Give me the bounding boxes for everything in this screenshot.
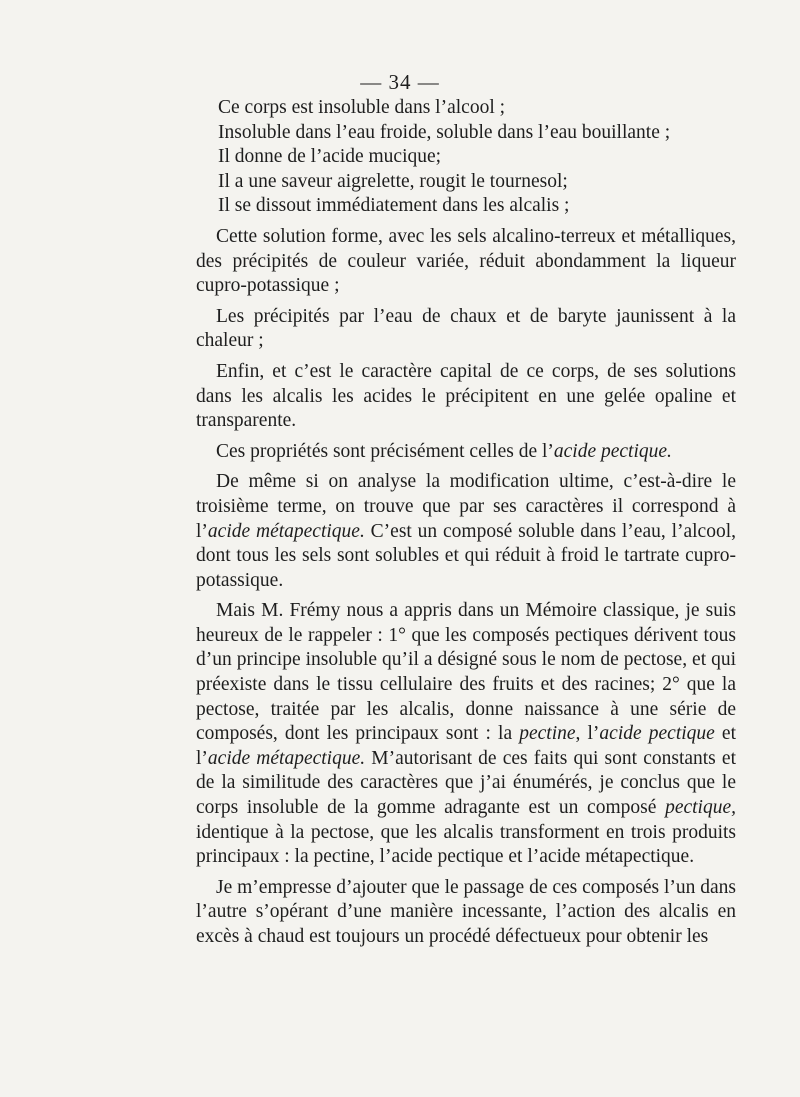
paragraph: Cette solution forme, avec les sels alcalino-terreux et métalliques, des précipités de couleur variée, réduit abondamment la liqueur cupro-potassique ; — [196, 225, 736, 297]
text-run: Mais M. Frémy nous a appris dans un Mémoire classique, je suis heureux de le rappeler : 1° que les composés pectiques dérivent tous d’un principe insoluble qu’il a désigné sous le nom de pectose, et qui préexiste dans le tissu cellulaire des fruits et des racines; 2° que la pectose, traitée par les alcalis, donne naissance à une série de composés, dont les principaux sont : la — [196, 600, 736, 745]
list-line: Insoluble dans l’eau froide, soluble dans l’eau bouillante ; — [218, 121, 671, 143]
paragraph: Je m’empresse d’ajouter que le passage de ces composés l’un dans l’autre s’opérant d’une manière incessante, l’action des alcalis en excès à chaud est toujours un procédé défectueux pour obtenir les — [196, 876, 736, 947]
emphasis: acide métapectique. — [207, 747, 366, 769]
text-run: et l’ — [196, 723, 736, 769]
emphasis: pectique, — [665, 797, 736, 819]
text-run: , l’ — [575, 723, 600, 745]
list-line: Il se dissout immédiatement dans les alcalis ; — [218, 195, 570, 217]
text-run: Ces propriétés sont précisément celles de l’ — [216, 440, 554, 462]
emphasis: pectine — [519, 723, 576, 745]
text-run: M’autorisant de ces faits qui sont constants et de la similitude des caractères que j’ai énumérés, je conclus que le corps insoluble de la gomme adragante est un composé — [196, 747, 736, 819]
emphasis: acide pectique — [599, 723, 715, 745]
properties-list — [196, 96, 736, 219]
list-line: Il a une saveur aigrelette, rougit le tournesol; — [218, 170, 568, 192]
page-number: — 34 — — [360, 70, 440, 94]
list-line: Il donne de l’acide mucique; — [218, 146, 442, 168]
paragraph: Les précipités par l’eau de chaux et de baryte jaunissent à la chaleur ; — [196, 305, 736, 352]
paragraph: Enfin, et c’est le caractère capital de ce corps, de ses solutions dans les alcalis les acides le précipitent en une gelée opaline et transparente. — [196, 360, 736, 432]
text-run: identique à la pectose, que les alcalis transforment en trois produits principaux : la pectine, l’acide pectique et l’acide métapectique. — [196, 821, 736, 868]
emphasis: acide métapectique. — [207, 520, 365, 542]
paragraph — [196, 599, 736, 870]
paragraph — [196, 440, 736, 465]
body-text — [196, 96, 736, 950]
emphasis: acide pectique. — [553, 440, 672, 462]
text-run: De même si on analyse la modification ultime, c’est-à-dire le troisième terme, on trouve que par ses caractères il correspond à l’ — [196, 471, 736, 542]
text-run: C’est un composé soluble dans l’eau, l’alcool, dont tous les sels sont solubles et qui réduit à froid le tartrate cupro-potassique. — [196, 520, 736, 591]
list-line: Ce corps est insoluble dans l’alcool ; — [218, 97, 506, 118]
paragraph — [196, 470, 736, 593]
